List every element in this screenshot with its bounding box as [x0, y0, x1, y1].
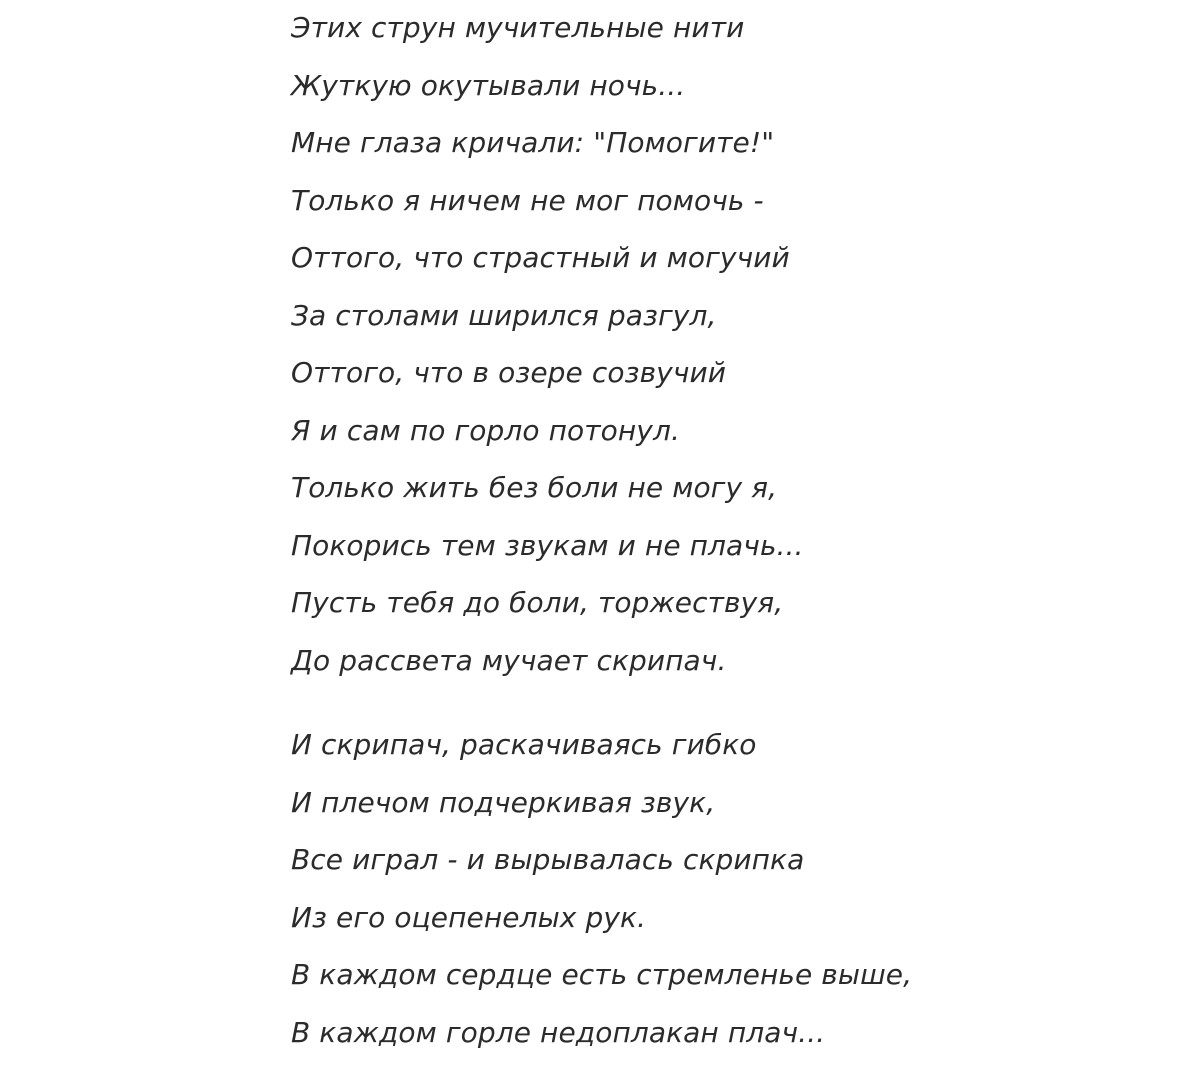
stanza-2: [291, 725, 1171, 1070]
poem-line: Из его оцепенелых рук.: [291, 898, 1171, 956]
poem-line: Мне глаза кричали: "Помогите!": [291, 123, 1171, 181]
poem-line: Оттого, что в озере созвучий: [291, 353, 1171, 411]
poem-line: Все играл - и вырывалась скрипка: [291, 840, 1171, 898]
poem-text: [291, 8, 1171, 1070]
stanza-1: [291, 8, 1171, 698]
poem-line: В каждом горле недоплакан плач...: [291, 1013, 1171, 1070]
poem-line: И плечом подчеркивая звук,: [291, 783, 1171, 841]
poem-line: В каждом сердце есть стремленье выше,: [291, 955, 1171, 1013]
poem-line: Я и сам по горло потонул.: [291, 411, 1171, 469]
poem-line: Оттого, что страстный и могучий: [291, 238, 1171, 296]
poem-line: Пусть тебя до боли, торжествуя,: [291, 583, 1171, 641]
poem-line: Только я ничем не мог помочь -: [291, 181, 1171, 239]
poem-line: До рассвета мучает скрипач.: [291, 641, 1171, 699]
poem-line: И скрипач, раскачиваясь гибко: [291, 725, 1171, 783]
poem-line: Только жить без боли не могу я,: [291, 468, 1171, 526]
poem-line: Покорись тем звукам и не плачь...: [291, 526, 1171, 584]
poem-line: Этих струн мучительные нити: [291, 8, 1171, 66]
poem-line: За столами ширился разгул,: [291, 296, 1171, 354]
poem-line: Жуткую окутывали ночь...: [291, 66, 1171, 124]
